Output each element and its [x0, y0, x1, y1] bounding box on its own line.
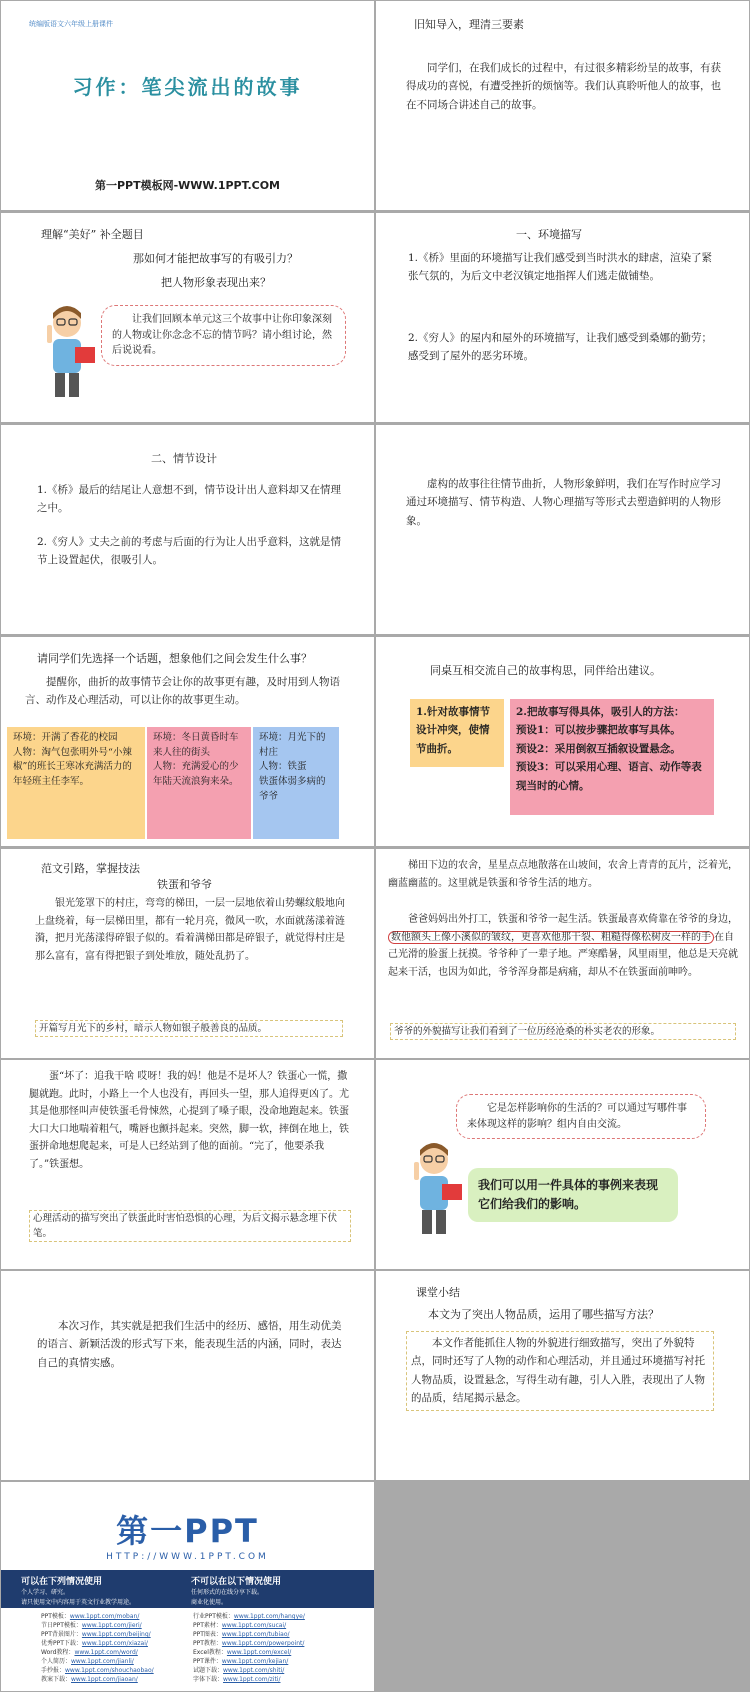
- usage-allowed-note-1: 个人学习、研究。: [21, 1589, 70, 1596]
- usage-allowed-note-2: 请只使用文中内容用于英文行业教学用途。: [21, 1598, 136, 1606]
- link[interactable]: www.1ppt.com/shouchaobao/: [65, 1667, 154, 1674]
- slide-heading: 同桌互相交流自己的故事构思，同伴给出建议。: [430, 664, 661, 677]
- question-2: 把人物形象表现出来？: [161, 276, 271, 289]
- link-row: PPT图表：www.1ppt.com/tubiao/: [193, 1631, 290, 1638]
- slide-heading: 理解“美好” 补全题目: [41, 228, 144, 241]
- essay-paragraph: 蛋“坏了：追我干啥 哎呀！我的妈！他是不是坏人？铁蛋心一慌，撒腿就跑。此时，小路上一个人也没有，再回头一望，那人追得更凶了。尤其是他那怪叫声使铁蛋毛骨悚然，心提到了嗓子眼，没命地跑起来。铁蛋大口大口地喘着粗气，嘴唇也颤抖起来。突然，脚一软，摔倒在地上，铁蛋拼命地想爬起来，可是人已经站到了他的面前。“完了，他要杀我了。”铁蛋想。: [29, 1071, 349, 1170]
- essay-title: 铁蛋和爷爷: [157, 878, 212, 891]
- slide-heading: 范文引路，掌握技法: [41, 862, 140, 875]
- advice-item-2: 预设2：采用倒叙互插叙设置悬念。: [516, 742, 681, 755]
- speech-bubble: 让我们回顾本单元这三个故事中让你印象深刻的人物或让你念念不忘的情节吗？请小组讨论，然后说说看。: [101, 305, 346, 366]
- annotation-note: 开篇写月光下的乡村，暗示人物如银子般善良的品质。: [35, 1020, 343, 1037]
- link-row: 行业PPT模板：www.1ppt.com/hangye/: [193, 1613, 305, 1620]
- paragraph-2: 2.《穷人》的屋内和屋外的环境描写，让我们感受到桑娜的勤劳；感受到了屋外的恶劣环境。: [408, 332, 713, 363]
- slide-heading: 请同学们先选择一个话题，想象他们之间会发生什么事？: [37, 652, 312, 665]
- slide-body: 同学们，在我们成长的过程中，有过很多精彩纷呈的故事，有获得成功的喜悦，有遭受挫折的烦恼等。我们认真聆听他人的故事，也在不同场合讲述自己的故事。: [406, 62, 721, 111]
- slide-discussion[interactable]: [376, 1060, 749, 1269]
- link-row: 优秀PPT下载：www.1ppt.com/xiazai/: [41, 1640, 148, 1647]
- link-row: 手抄报：www.1ppt.com/shouchaobao/: [41, 1667, 154, 1674]
- slide-heading: 一、环境描写: [516, 228, 582, 241]
- link-row: 试题下载：www.1ppt.com/shiti/: [193, 1667, 285, 1674]
- link[interactable]: www.1ppt.com/word/: [74, 1649, 138, 1656]
- link-row: 节日PPT模板：www.1ppt.com/jieri/: [41, 1622, 142, 1629]
- essay-paragraph: 银光笼罩下的村庄，弯弯的梯田，一层一层地依着山势螺纹般地向上盘绕着，每一层梯田里，都有一轮月亮，微风一吹，水面就荡漾着涟漪，把月光荡漾得碎银子似的。看着满梯田都是碎银子，就觉得村庄是那么富有，富有得把银子到处堆放，随处乱扔了。: [35, 898, 345, 962]
- usage-forbidden: [191, 1574, 281, 1607]
- advice-box-1[interactable]: 1.针对故事情节设计冲突，使情节曲折。: [410, 699, 504, 767]
- usage-band: [1, 1570, 374, 1608]
- link[interactable]: www.1ppt.com/ziti/: [223, 1676, 281, 1683]
- teacher-icon: [406, 1138, 476, 1238]
- link[interactable]: www.1ppt.com/jiaoan/: [71, 1676, 138, 1683]
- link[interactable]: www.1ppt.com/moban/: [69, 1613, 140, 1620]
- paragraph-1: 1.《桥》最后的结尾让人意想不到，情节设计出人意料却又在情理之中。: [37, 484, 342, 515]
- slide-conclusion[interactable]: [1, 1271, 374, 1480]
- answer-card: 我们可以用一件具体的事例来表现它们给我们的影响。: [468, 1168, 678, 1222]
- paragraph-2: 2.《穷人》丈夫之前的考虑与后面的行为让人出乎意料，这就是情节上设置起伏，很吸引人。: [37, 536, 342, 567]
- slide-body: 本次习作，其实就是把我们生活中的经历、感悟，用生动优美的语言、新颖活泼的形式写下来，能表现生活的内涵，同时，表达自己的真情实感。: [37, 1320, 342, 1369]
- topic-box-3[interactable]: 环境：月光下的村庄 人物：铁蛋 铁蛋体弱多病的爷爷: [253, 727, 339, 839]
- links-right: [193, 1612, 305, 1684]
- paragraph-1: 1.《桥》里面的环境描写让我们感受到当时洪水的肆虐，渲染了紧张气氛的，为后文中老汉镇定地指挥人们逃走做铺垫。: [408, 252, 713, 283]
- link[interactable]: www.1ppt.com/jieri/: [81, 1622, 142, 1629]
- advice-box-2[interactable]: [510, 699, 714, 815]
- slide-exchange[interactable]: [376, 637, 749, 846]
- link-row: PPT课件：www.1ppt.com/kejian/: [193, 1658, 289, 1665]
- link-row: 教案下载：www.1ppt.com/jiaoan/: [41, 1676, 138, 1683]
- link-row: PPT教程：www.1ppt.com/powerpoint/: [193, 1640, 305, 1647]
- slide-question[interactable]: [1, 213, 374, 422]
- summary-answer: 本文作者能抓住人物的外貌进行细致描写，突出了外貌特点，同时还写了人物的动作和心理活动，并且通过环境描写衬托人物品质，设置悬念，写得生动有趣，引人入胜，表现出了人物的品质，结尾揭示悬念。: [406, 1331, 714, 1411]
- link-row: Excel教程：www.1ppt.com/excel/: [193, 1649, 292, 1656]
- slide-review[interactable]: [376, 1, 749, 210]
- topic-box-1[interactable]: 环境：开满了香花的校园 人物：淘气包张明外号“小辣椒”的班长王寒冰充满活力的年轻班主任李军。: [7, 727, 145, 839]
- advice-title: 2.把故事写得具体，吸引人的方法：: [516, 706, 685, 718]
- link[interactable]: www.1ppt.com/tubiao/: [221, 1631, 290, 1638]
- usage-allowed: [21, 1574, 135, 1607]
- link[interactable]: www.1ppt.com/excel/: [226, 1649, 292, 1656]
- slide-plot[interactable]: [1, 425, 374, 634]
- link[interactable]: www.1ppt.com/powerpoint/: [221, 1640, 305, 1647]
- link-row: 字体下载：www.1ppt.com/ziti/: [193, 1676, 281, 1683]
- topic-box-2[interactable]: 环境：冬日黄昏时车来人往的街头 人物：充满爱心的少年陆天流浪狗来朵。: [147, 727, 251, 839]
- links-left: [41, 1612, 154, 1684]
- slide-credits[interactable]: [1, 1482, 374, 1691]
- tip-text: 提醒你，曲折的故事情节会让你的故事更有趣，及时用到人物语言、动作及心理活动，可以让你的故事更生动。: [25, 676, 340, 707]
- brand-logo[interactable]: 第一PPT: [116, 1512, 259, 1550]
- slide-heading: 二、情节设计: [151, 452, 217, 465]
- link[interactable]: www.1ppt.com/kejian/: [221, 1658, 289, 1665]
- cover-title: 习作：笔尖流出的故事: [72, 75, 303, 99]
- speech-bubble: 它是怎样影响你的生活的？可以通过写哪件事来体现这样的影响？组内自由交流。: [456, 1094, 706, 1139]
- slide-model-text-1[interactable]: [1, 849, 374, 1058]
- slide-summary-fiction[interactable]: [376, 425, 749, 634]
- link[interactable]: www.1ppt.com/xiazai/: [81, 1640, 148, 1647]
- paragraph-end: 在自己光滑的脸蛋上抚摸。爷爷种了一辈子地。严寒酷暑，风里雨里，他总是天亮就起来干活，也因为如此，爷爷浑身都是病痛，却从不在铁蛋面前呻吟。: [388, 931, 738, 978]
- brand-url[interactable]: HTTP://WWW.1PPT.COM: [106, 1552, 269, 1562]
- link-row: PPT模板：www.1ppt.com/moban/: [41, 1613, 140, 1620]
- cover-tag: 统编版语文六年级上册课件: [29, 20, 113, 28]
- slide-environment[interactable]: [376, 213, 749, 422]
- slide-class-summary[interactable]: [376, 1271, 749, 1480]
- summary-question: 本文为了突出人物品质，运用了哪些描写方法？: [428, 1308, 659, 1321]
- usage-forbidden-title: 不可以在以下情况使用: [191, 1577, 282, 1587]
- usage-forbidden-note-2: 商业化使用。: [191, 1598, 228, 1606]
- link[interactable]: www.1ppt.com/sucai/: [221, 1622, 287, 1629]
- advice-item-1: 预设1：可以按步骤把故事写具体。: [516, 724, 681, 737]
- slide-body: 虚构的故事往往情节曲折，人物形象鲜明，我们在写作时应学习通过环境描写、情节构造、人物心理描写等形式去塑造鲜明的人物形象。: [406, 478, 721, 527]
- question-1: 那如何才能把故事写的有吸引力？: [133, 252, 298, 265]
- link-row: PPT背景图片：www.1ppt.com/beijing/: [41, 1631, 151, 1638]
- highlighted-description: 数他额头上像小溪似的皱纹，更喜欢他那干裂、粗糙得像松树皮一样的手: [388, 931, 714, 944]
- link[interactable]: www.1ppt.com/jianli/: [71, 1658, 134, 1665]
- slide-heading: 课堂小结: [416, 1286, 460, 1299]
- essay-paragraph-1: 梯田下边的农舍，星星点点地散落在山坡间，农舍上青青的瓦片，泛着光，幽蓝幽蓝的。这里就是铁蛋和爷爷生活的地方。: [388, 860, 738, 889]
- slide-model-text-3[interactable]: [1, 1060, 374, 1269]
- usage-forbidden-note-1: 任何形式的在线分享下载。: [191, 1589, 264, 1596]
- slide-cover[interactable]: [1, 1, 374, 210]
- slide-topic[interactable]: [1, 637, 374, 846]
- teacher-icon: [39, 301, 109, 401]
- paragraph-start: 爸爸妈妈出外打工，铁蛋和爷爷一起生活。铁蛋最喜欢倚靠在爷爷的身边，: [408, 914, 738, 925]
- link-row: Word教程：www.1ppt.com/word/: [41, 1649, 138, 1656]
- cover-subtitle: 第一PPT模板网-WWW.1PPT.COM: [94, 179, 281, 192]
- link-row: 个人简历：www.1ppt.com/jianli/: [41, 1658, 134, 1665]
- link-row: PPT素材：www.1ppt.com/sucai/: [193, 1622, 287, 1629]
- slide-heading: 旧知导入，理清三要素: [414, 18, 524, 31]
- annotation-note: 心理活动的描写突出了铁蛋此时害怕恐惧的心理，为后文揭示悬念埋下伏笔。: [29, 1210, 351, 1242]
- advice-item-3: 预设3：可以采用心理、语言、动作等表现当时的心情。: [516, 761, 702, 792]
- annotation-note: 爷爷的外貌描写让我们看到了一位历经沧桑的朴实老农的形象。: [390, 1023, 736, 1040]
- essay-paragraph-2: [388, 911, 738, 981]
- slide-model-text-2[interactable]: [376, 849, 749, 1058]
- link[interactable]: www.1ppt.com/hangye/: [233, 1613, 305, 1620]
- usage-allowed-title: 可以在下列情况使用: [21, 1577, 103, 1587]
- link[interactable]: www.1ppt.com/shiti/: [223, 1667, 285, 1674]
- link[interactable]: www.1ppt.com/beijing/: [81, 1631, 151, 1638]
